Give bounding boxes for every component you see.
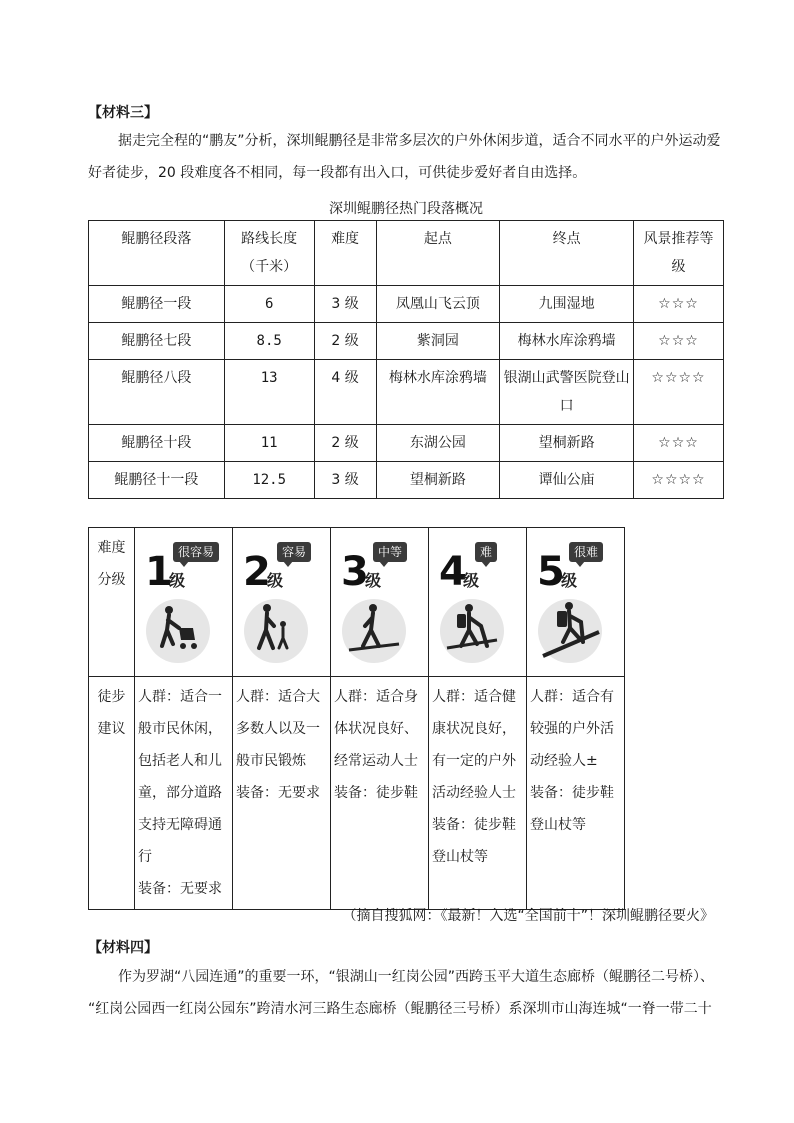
- row-label: 徒步建议: [89, 677, 135, 910]
- level-number: 1: [145, 549, 173, 595]
- length-cell: 13: [224, 360, 314, 425]
- stars-cell: ☆☆☆☆: [634, 462, 724, 499]
- level-tag-bubble: 容易: [277, 542, 311, 562]
- header-cell: 路线长度（千米）: [224, 221, 314, 286]
- row-label: 难度分级: [89, 528, 135, 677]
- header-cell: 终点: [500, 221, 634, 286]
- length-cell: 12.5: [224, 462, 314, 499]
- mountain-climber-icon: [537, 598, 603, 664]
- segment-cell: 鲲鹏径八段: [89, 360, 225, 425]
- advice-cell-level-1: [135, 677, 233, 910]
- advice-cell-level-3: [331, 677, 429, 910]
- hiker-walking-icon: [341, 598, 407, 664]
- backpacker-hiking-icon: [439, 598, 505, 664]
- level-number: 3: [341, 549, 369, 595]
- material3-paragraph-line2: 好者徒步，20 段难度各不相同，每一段都有出入口，可供徒步爱好者自由选择。: [88, 165, 587, 181]
- equipment-text: 装备：徒步鞋登山杖等: [530, 785, 614, 833]
- equipment-text: 装备：徒步鞋: [334, 785, 418, 801]
- level-tag-bubble: 中等: [373, 542, 407, 562]
- stars-cell: ☆☆☆: [634, 323, 724, 360]
- material3-heading: 【材料三】: [88, 105, 158, 121]
- end-cell: 九围湿地: [500, 286, 634, 323]
- header-cell: 难度: [314, 221, 376, 286]
- segment-cell: 鲲鹏径十段: [89, 425, 225, 462]
- length-cell: 11: [224, 425, 314, 462]
- start-cell: 紫洞园: [376, 323, 500, 360]
- stroller-walker-icon: [145, 598, 211, 664]
- end-cell: 谭仙公庙: [500, 462, 634, 499]
- difficulty-cell: 2 级: [314, 425, 376, 462]
- segment-cell: 鲲鹏径一段: [89, 286, 225, 323]
- level-number: 5: [537, 549, 565, 595]
- stars-cell: ☆☆☆: [634, 286, 724, 323]
- level-tag-bubble: 难: [475, 542, 497, 562]
- crowd-text: 人群：适合健康状况良好，有一定的户外活动经验人士: [432, 689, 516, 801]
- level-suffix: 级: [365, 571, 382, 590]
- hiking-advice-row: [89, 677, 625, 910]
- segment-cell: 鲲鹏径七段: [89, 323, 225, 360]
- start-cell: 东湖公园: [376, 425, 500, 462]
- difficulty-cell: 2 级: [314, 323, 376, 360]
- end-cell: 梅林水库涂鸦墙: [500, 323, 634, 360]
- start-cell: 凤凰山飞云顶: [376, 286, 500, 323]
- difficulty-cell: 3 级: [314, 462, 376, 499]
- table-row: [89, 360, 724, 425]
- level-number: 2: [243, 549, 271, 595]
- end-cell: 银湖山武警医院登山口: [500, 360, 634, 425]
- advice-cell-level-5: [527, 677, 625, 910]
- material4-paragraph-line1: 作为罗湖“八园连通”的重要一环，“银湖山一红岗公园”西跨玉平大道生态廊桥（鲲鹏径二号桥）、: [118, 969, 715, 985]
- advice-cell-level-4: [429, 677, 527, 910]
- crowd-text: 人群：适合大多数人以及一般市民锻炼: [236, 689, 320, 769]
- advice-cell-level-2: [233, 677, 331, 910]
- header-cell: 风景推荐等级: [634, 221, 724, 286]
- segment-cell: 鲲鹏径十一段: [89, 462, 225, 499]
- crowd-text: 人群：适合有较强的户外活动经验人±: [530, 689, 614, 769]
- stars-cell: ☆☆☆: [634, 425, 724, 462]
- level-number: 4: [439, 549, 467, 595]
- equipment-text: 装备：徒步鞋登山杖等: [432, 817, 516, 865]
- level-5-cell: [527, 528, 625, 677]
- table-row: [89, 286, 724, 323]
- equipment-text: 装备：无要求: [236, 785, 320, 801]
- level-suffix: 级: [267, 571, 284, 590]
- level-suffix: 级: [169, 571, 186, 590]
- start-cell: 望桐新路: [376, 462, 500, 499]
- level-1-cell: [135, 528, 233, 677]
- segments-table: [88, 220, 724, 499]
- crowd-text: 人群：适合一般市民休闲，包括老人和儿童，部分道路支持无障碍通行: [138, 689, 222, 865]
- table1-caption: 深圳鲲鹏径热门段落概况: [329, 201, 483, 217]
- level-tag-bubble: 很难: [569, 542, 603, 562]
- table-header-row: [89, 221, 724, 286]
- material4-heading: 【材料四】: [88, 940, 158, 956]
- crowd-text: 人群：适合身体状况良好、经常运动人士: [334, 689, 418, 769]
- level-3-cell: [331, 528, 429, 677]
- table-row: [89, 462, 724, 499]
- length-cell: 6: [224, 286, 314, 323]
- level-4-cell: [429, 528, 527, 677]
- header-cell: 鲲鹏径段落: [89, 221, 225, 286]
- table-row: [89, 323, 724, 360]
- level-2-cell: [233, 528, 331, 677]
- stars-cell: ☆☆☆☆: [634, 360, 724, 425]
- source-citation: （摘自搜狐网：《最新！入选“全国前十”！深圳鲲鹏径要火》: [342, 908, 714, 924]
- end-cell: 望桐新路: [500, 425, 634, 462]
- material4-paragraph-line2: “红岗公园西一红岗公园东”跨清水河三路生态廊桥（鲲鹏径三号桥）系深圳市山海连城“一脊一带二十: [88, 1001, 712, 1017]
- level-suffix: 级: [463, 571, 480, 590]
- material3-paragraph-line1: 据走完全程的“鹏友”分析，深圳鲲鹏径是非常多层次的户外休闲步道，适合不同水平的户外运动爱: [118, 133, 721, 149]
- header-cell: 起点: [376, 221, 500, 286]
- level-tag-bubble: 很容易: [173, 542, 219, 562]
- level-suffix: 级: [561, 571, 578, 590]
- length-cell: 8.5: [224, 323, 314, 360]
- start-cell: 梅林水库涂鸦墙: [376, 360, 500, 425]
- adult-child-walking-icon: [243, 598, 309, 664]
- difficulty-levels-row: [89, 528, 625, 677]
- difficulty-cell: 3 级: [314, 286, 376, 323]
- table-row: [89, 425, 724, 462]
- difficulty-cell: 4 级: [314, 360, 376, 425]
- difficulty-table: [88, 527, 625, 910]
- equipment-text: 装备：无要求: [138, 881, 222, 897]
